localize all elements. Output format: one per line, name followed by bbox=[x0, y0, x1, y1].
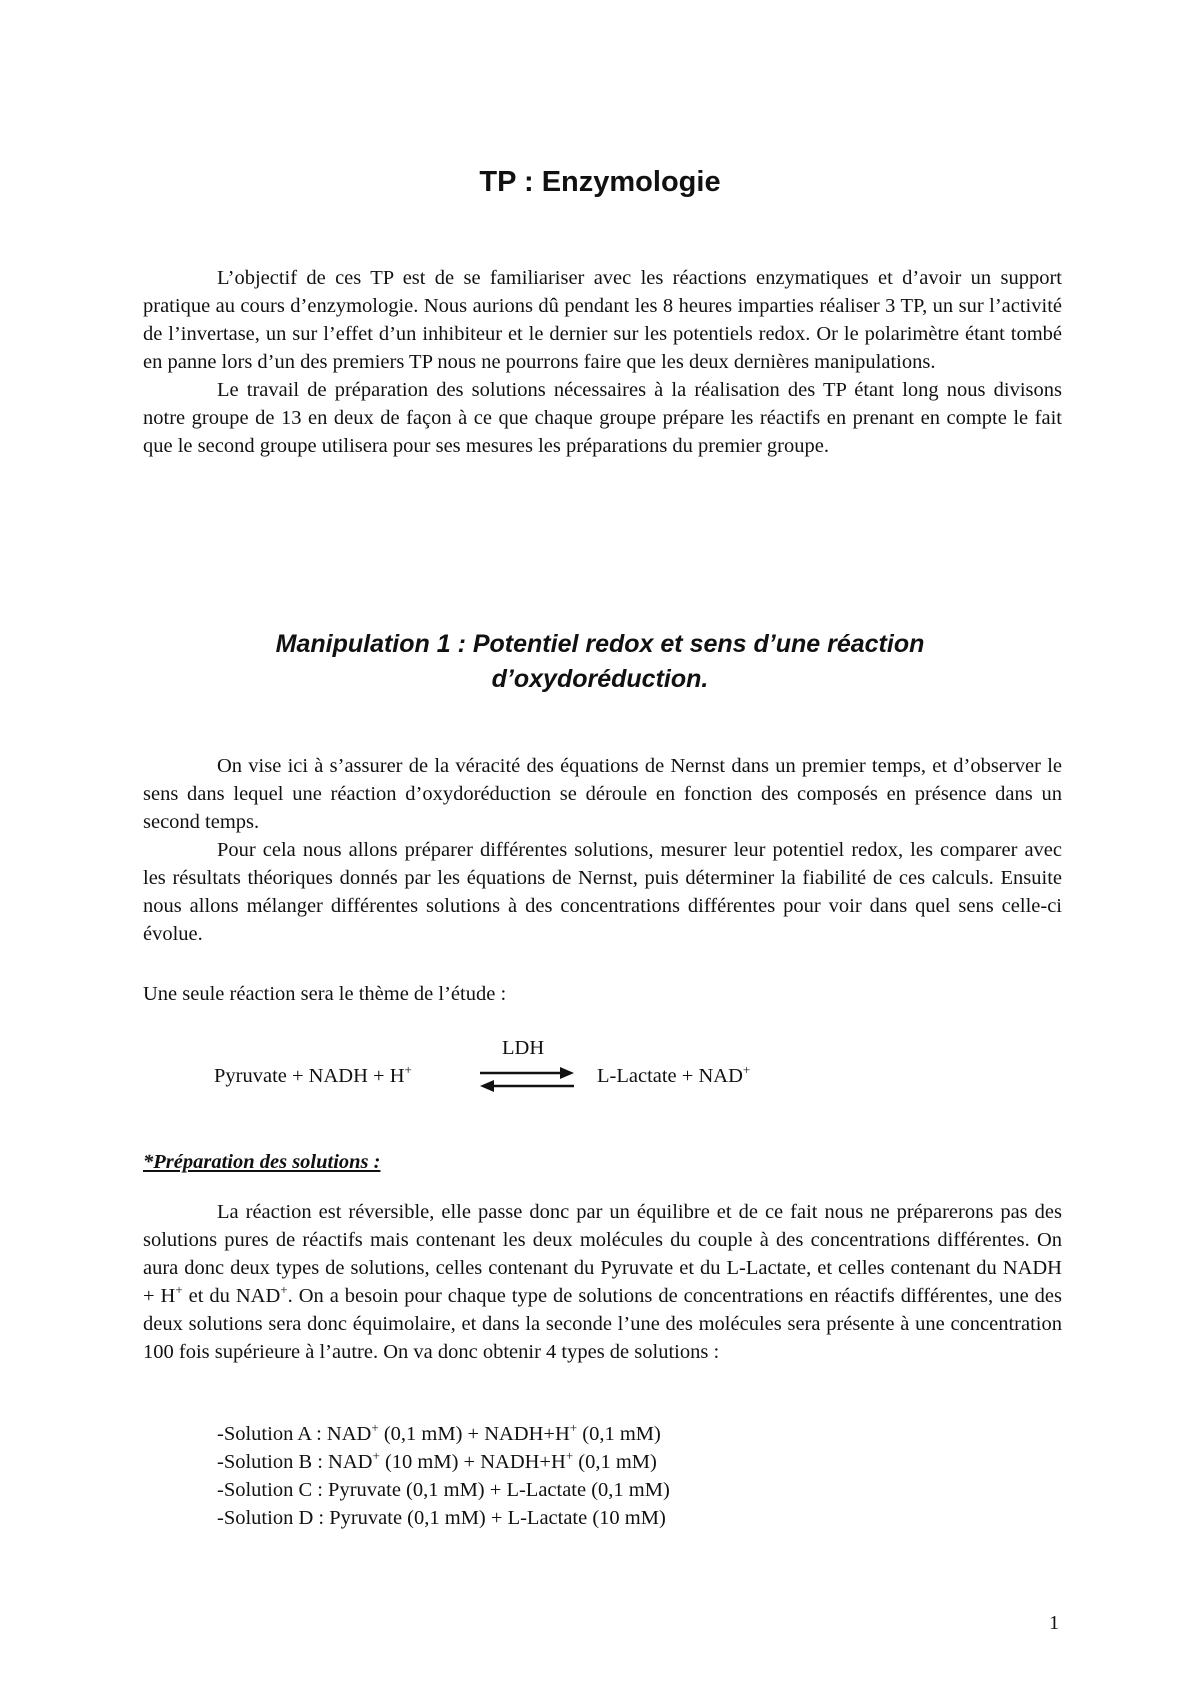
subheading-preparation: *Préparation des solutions : bbox=[143, 1151, 381, 1173]
solution-d: -Solution D : Pyruvate (0,1 mM) + L-Lactate (10 mM) bbox=[217, 1507, 666, 1529]
page-title: TP : Enzymologie bbox=[479, 166, 721, 198]
page-number: 1 bbox=[1049, 1612, 1060, 1634]
preparation-text bbox=[143, 1198, 1062, 1366]
section-title bbox=[0, 627, 1200, 697]
solution-a bbox=[217, 1420, 670, 1448]
reaction-intro: Une seule réaction sera le thème de l’étude : bbox=[143, 983, 507, 1005]
intro-text bbox=[143, 264, 1062, 460]
prep-text-part-2: et du NAD bbox=[182, 1285, 281, 1307]
reaction-reactants bbox=[214, 1062, 412, 1090]
section-title-line-2: d’oxydoréduction. bbox=[491, 665, 709, 693]
prep-text-part-1: La réaction est réversible, elle passe donc par un équilibre et de ce fait nous ne préparerons pas des solutions pures de réactifs mais contenant les deux molécules du couple à des concentrations différentes. On aura donc deux types de solutions, celles contenant du Pyruvate et du L-Lactate, et celles contenant du NADH + H bbox=[143, 1201, 1062, 1307]
solution-b-middle: (10 mM) + NADH+H bbox=[379, 1451, 566, 1473]
products-superscript: + bbox=[742, 1062, 751, 1077]
prep-text-part-3: . On a besoin pour chaque type de solutions de concentrations en réactifs différentes, une des deux solutions sera donc équimolaire, et dans la seconde l’une des molécules sera présente à une concentration 100 fois supérieure à l’autre. On va donc obtenir 4 types de solutions : bbox=[143, 1285, 1062, 1363]
reactants-text: Pyruvate + NADH + H bbox=[214, 1065, 405, 1087]
reactants-superscript: + bbox=[404, 1062, 412, 1077]
manip-paragraph-1: On vise ici à s’assurer de la véracité des équations de Nernst dans un premier temps, et d’observer le sens dans lequel une réaction d’oxydoréduction se déroule en fonction des composés en présence dans un second temps. bbox=[143, 755, 1062, 833]
manipulation-text bbox=[143, 752, 1062, 948]
manip-paragraph-2: Pour cela nous allons préparer différentes solutions, mesurer leur potentiel redox, les comparer avec les résultats théoriques donnés par les équations de Nernst, puis déterminer la fiabilité de ces calculs. Ensuite nous allons mélanger différentes solutions à des concentrations différentes pour voir dans quel sens celle-ci évolue. bbox=[143, 839, 1062, 945]
solution-b-sup-1: + bbox=[372, 1448, 380, 1463]
solution-a-sup-2: + bbox=[569, 1420, 578, 1435]
intro-paragraph-2: Le travail de préparation des solutions nécessaires à la réalisation des TP étant long nous divisons notre groupe de 13 en deux de façon à ce que chaque groupe prépare les réactifs en prenant en compte le fait que le second groupe utilisera pour ses mesures les préparations du premier groupe. bbox=[143, 379, 1062, 457]
prep-paragraph bbox=[143, 1198, 1062, 1366]
solution-b-suffix: (0,1 mM) bbox=[573, 1451, 657, 1473]
solution-b-prefix: -Solution B : NAD bbox=[217, 1451, 373, 1473]
solution-b-sup-2: + bbox=[565, 1448, 574, 1463]
enzyme-label: LDH bbox=[502, 1037, 545, 1059]
equilibrium-arrows-icon bbox=[478, 1062, 576, 1096]
solution-b bbox=[217, 1448, 670, 1476]
solutions-list bbox=[217, 1420, 670, 1532]
prep-superscript-1: + bbox=[175, 1282, 183, 1297]
prep-superscript-2: + bbox=[280, 1282, 288, 1297]
solution-a-sup-1: + bbox=[371, 1420, 379, 1435]
solution-a-suffix: (0,1 mM) bbox=[577, 1423, 661, 1445]
solution-a-prefix: -Solution A : NAD bbox=[217, 1423, 372, 1445]
intro-paragraph-1: L’objectif de ces TP est de se familiariser avec les réactions enzymatiques et d’avoir un support pratique au cours d’enzymologie. Nous aurions dû pendant les 8 heures imparties réaliser 3 TP, un sur l’activité de l’invertase, un sur l’effet d’un inhibiteur et le dernier sur les potentiels redox. Or le polarimètre étant tombé en panne lors d’un des premiers TP nous ne pourrons faire que les deux dernières manipulations. bbox=[143, 267, 1062, 373]
solution-c: -Solution C : Pyruvate (0,1 mM) + L-Lactate (0,1 mM) bbox=[217, 1479, 670, 1501]
solution-a-middle: (0,1 mM) + NADH+H bbox=[378, 1423, 570, 1445]
reaction-products bbox=[597, 1062, 750, 1090]
products-text: L-Lactate + NAD bbox=[597, 1065, 743, 1087]
section-title-line-1: Manipulation 1 : Potentiel redox et sens d’une réaction bbox=[275, 630, 925, 658]
